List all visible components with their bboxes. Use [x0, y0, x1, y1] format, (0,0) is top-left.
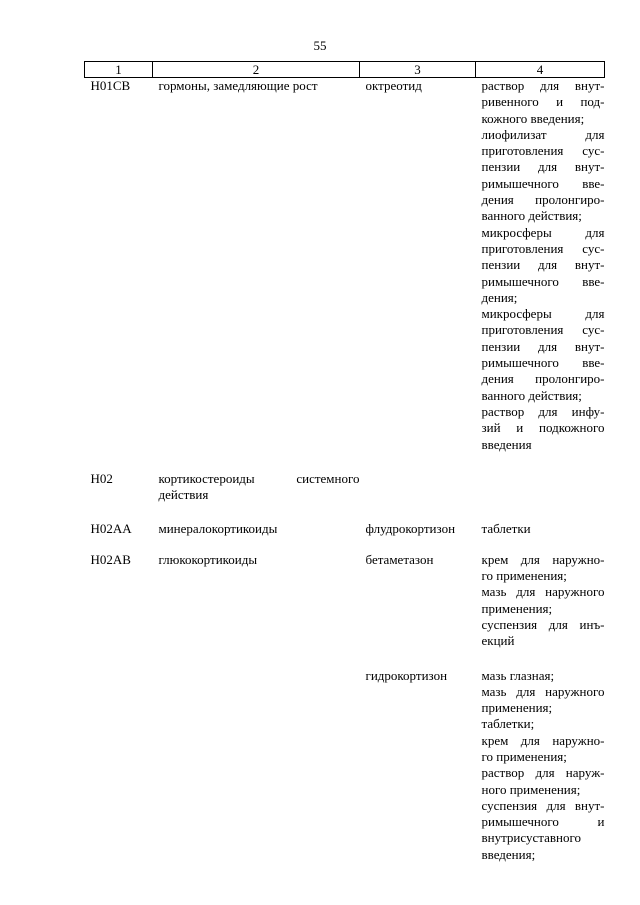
header-col-4: 4: [476, 62, 605, 78]
header-col-1: 1: [85, 62, 153, 78]
dosage-form-line: ванного действия;: [481, 387, 582, 403]
header-col-2: 2: [153, 62, 360, 78]
group-line: кортикостероиды системного: [158, 470, 360, 486]
dosage-form-line: римышечного и: [481, 814, 605, 830]
group-line: глюкокортикоиды: [158, 551, 258, 567]
table-row: [85, 78, 605, 453]
dosage-form-line: введения: [481, 436, 532, 452]
drug-name: гидрокортизон: [365, 667, 448, 683]
dosage-form-line: крем для наружно-: [481, 732, 605, 748]
group-name: [153, 78, 360, 453]
dosage-form-line: приготовления сус-: [481, 240, 605, 256]
dosage-form-line: крем для наружно-: [481, 551, 605, 567]
drug-name: октреотид: [365, 78, 422, 93]
dosage-form-line: го применения;: [481, 568, 567, 584]
table-row: [85, 471, 605, 504]
atc-code: [85, 668, 153, 864]
header-col-3: 3: [360, 62, 476, 78]
dosage-forms: [476, 552, 605, 650]
group-line: действия: [158, 487, 209, 503]
dosage-form-line: раствор для внут-: [481, 78, 605, 93]
dosage-form-line: мазь глазная;: [481, 667, 555, 683]
drug-name: [360, 471, 476, 504]
dosage-form-line: суспензия для инъ-: [481, 616, 605, 632]
row-spacer: [85, 453, 605, 471]
dosage-form-line: римышечного вве-: [481, 175, 605, 191]
dosage-form-line: пензии для внут-: [481, 159, 605, 175]
dosage-form-line: дения;: [481, 289, 518, 305]
atc-code: H02AA: [90, 521, 132, 537]
drug-name: бетаметазон: [365, 551, 434, 567]
dosage-form-line: пензии для внут-: [481, 257, 605, 273]
group-line: гормоны, замедляющие рост: [158, 78, 318, 93]
dosage-form-line: раствор для инфу-: [481, 403, 605, 419]
dosage-form-line: ривенного и под-: [481, 94, 605, 110]
dosage-forms: [476, 521, 605, 537]
atc-code: H02: [90, 470, 113, 486]
atc-code: H01CB: [90, 78, 131, 93]
dosage-form-line: микросферы для: [481, 306, 605, 322]
atc-code: H02AB: [90, 551, 131, 567]
table-row: [85, 521, 605, 537]
dosage-forms: [476, 668, 605, 864]
drug-name: флудрокортизон: [365, 521, 456, 537]
dosage-form-line: раствор для наруж-: [481, 765, 605, 781]
dosage-form-line: пензии для внут-: [481, 338, 605, 354]
dosage-form-line: таблетки;: [481, 716, 535, 732]
dosage-form-line: применения;: [481, 700, 553, 716]
dosage-form-line: таблетки: [481, 521, 531, 537]
dosage-form-line: мазь для наружного: [481, 683, 605, 699]
dosage-form-line: лиофилизат для: [481, 126, 605, 142]
dosage-form-line: дения пролонгиро-: [481, 371, 605, 387]
dosage-form-line: римышечного вве-: [481, 273, 605, 289]
dosage-form-line: ванного действия;: [481, 208, 582, 224]
page-number: 55: [313, 38, 327, 53]
dosage-form-line: мазь для наружного: [481, 584, 605, 600]
dosage-form-line: суспензия для внут-: [481, 797, 605, 813]
group-line: минералокортикоиды: [158, 521, 278, 537]
group-name: [153, 552, 360, 650]
dosage-form-line: микросферы для: [481, 224, 605, 240]
drug-table: [84, 61, 605, 863]
group-name: [153, 521, 360, 537]
dosage-form-line: приготовления сус-: [481, 322, 605, 338]
table-header-row: [85, 62, 605, 78]
table-row: [85, 668, 605, 864]
dosage-form-line: приготовления сус-: [481, 143, 605, 159]
dosage-form-line: римышечного вве-: [481, 355, 605, 371]
dosage-form-line: кожного введения;: [481, 110, 585, 126]
dosage-form-line: применения;: [481, 600, 553, 616]
row-spacer: [85, 538, 605, 552]
dosage-form-line: дения пролонгиро-: [481, 192, 605, 208]
dosage-form-line: внутрисуставного: [481, 830, 581, 846]
dosage-form-line: введения;: [481, 846, 536, 862]
dosage-form-line: зий и подкожного: [481, 420, 605, 436]
dosage-form-line: го применения;: [481, 748, 567, 764]
dosage-forms: [476, 78, 605, 453]
row-spacer: [85, 650, 605, 668]
row-spacer: [85, 503, 605, 521]
group-name: [153, 471, 360, 504]
dosage-form-line: ного применения;: [481, 781, 581, 797]
dosage-form-line: екций: [481, 633, 515, 649]
group-name: [153, 668, 360, 864]
dosage-forms: [476, 471, 605, 504]
table-row: [85, 552, 605, 650]
